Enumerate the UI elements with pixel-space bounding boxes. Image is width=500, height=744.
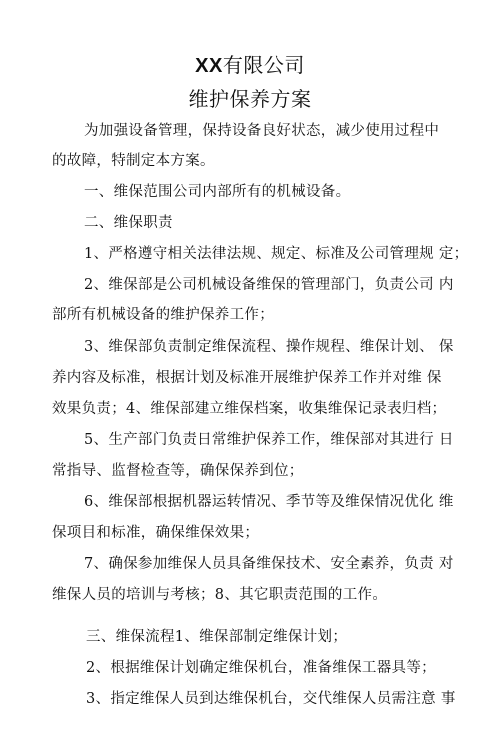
section-3-heading: 三、维保流程1、维保部制定维保计划； xyxy=(86,629,348,645)
company-name-heading xyxy=(0,52,500,79)
duty-2-line-1: 2、维保部是公司机械设备维保的管理部门，负责公司 内 xyxy=(84,277,454,293)
duty-5-line-2: 常指导、监督检查等，确保保养到位； xyxy=(52,463,304,479)
duty-2-line-2: 部所有机械设备的维护保养工作； xyxy=(52,307,274,323)
company-prefix: XX xyxy=(195,55,223,77)
duty-6-line-1: 6、维保部根据机器运转情况、季节等及维保情况优化 维 xyxy=(84,494,454,510)
section-1-scope: 一、维保范围公司内部所有的机械设备。 xyxy=(84,184,351,200)
section-2-heading: 二、维保职责 xyxy=(84,215,173,231)
document-title: 维护保养方案 xyxy=(188,87,312,111)
duty-7-8-line: 维保人员的培训与考核；8、其它职责范围的工作。 xyxy=(52,587,388,603)
duty-5-line-1: 5、生产部门负责日常维护保养工作，维保部对其进行 日 xyxy=(84,432,454,448)
duty-3-line-1: 3、维保部负责制定维保流程、操作规程、维保计划、 保 xyxy=(84,339,454,355)
process-2: 2、根据维保计划确定维保机台，准备维保工器具等； xyxy=(86,660,436,676)
duty-6-line-2: 保项目和标准，确保维保效果； xyxy=(52,525,260,541)
intro-line-1: 为加强设备管理，保持设备良好状态，减少使用过程中 xyxy=(84,123,440,139)
duty-3-4-line: 效果负责；4、维保部建立维保档案，收集维保记录表归档； xyxy=(52,401,447,417)
duty-3-line-2: 养内容及标准，根据计划及标准开展维护保养工作并对维 保 xyxy=(52,370,442,386)
process-3-line-1: 3、指定维保人员到达维保机台，交代维保人员需注意 事 xyxy=(86,691,456,707)
duty-7-line-1: 7、确保参加维保人员具备维保技术、安全素养，负责 对 xyxy=(84,556,454,572)
company-suffix: 有限公司 xyxy=(222,53,305,77)
intro-line-2: 的故障，特制定本方案。 xyxy=(52,153,215,169)
duty-1: 1、严格遵守相关法律法规、规定、标准及公司管理规 定； xyxy=(84,246,469,262)
